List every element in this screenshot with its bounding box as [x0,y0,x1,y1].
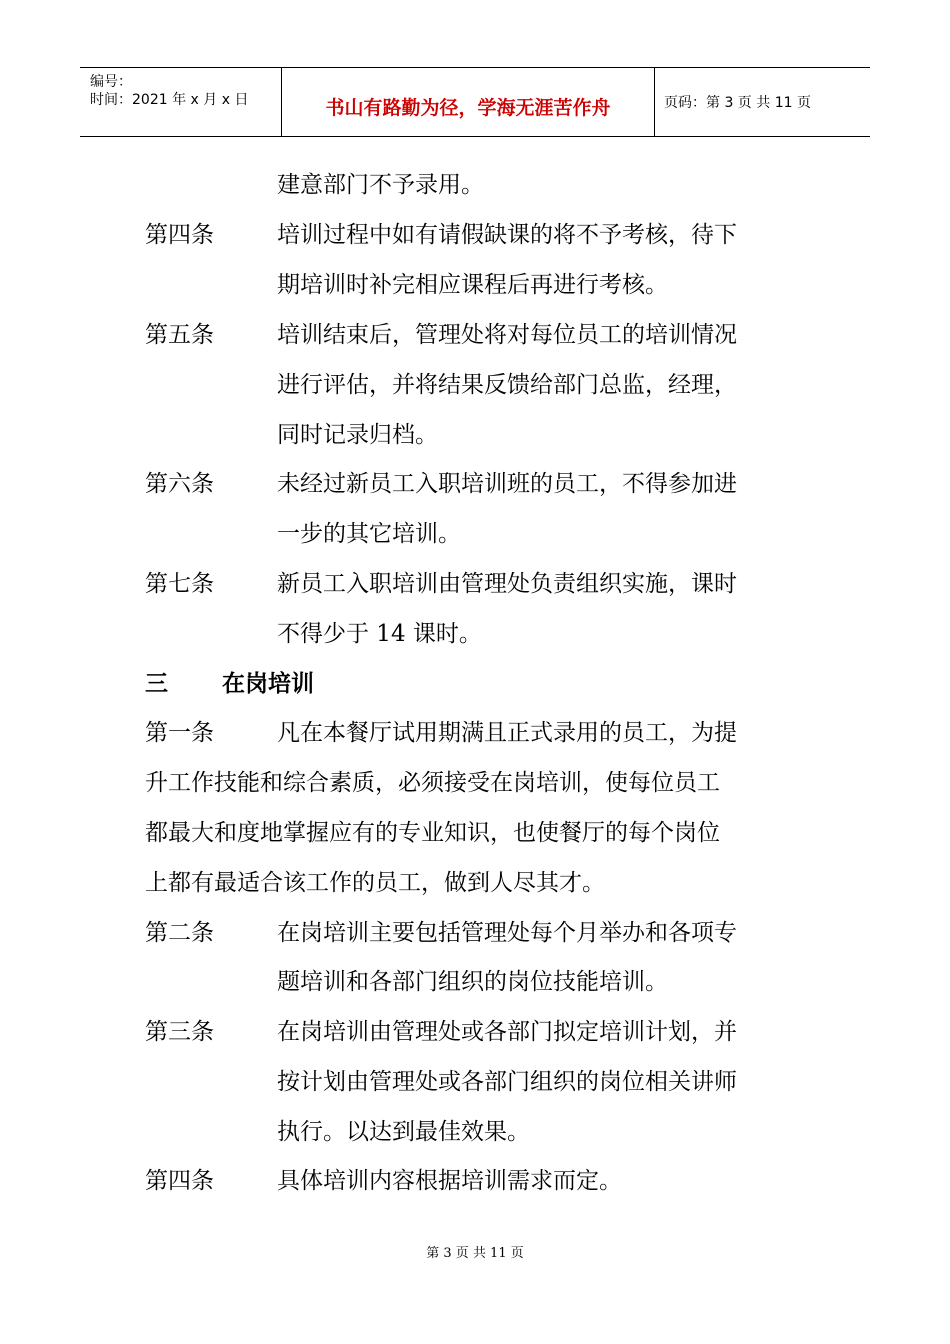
body-line: 一步的其它培训。 [277,521,461,547]
section-number: 三 [145,671,168,697]
page-footer: 第 3 页 共 11 页 [426,1246,524,1261]
document-number-label: 编号： [90,74,132,90]
article-label: 第七条 [145,571,214,597]
section-title: 在岗培训 [222,671,314,697]
body-line: 培训过程中如有请假缺课的将不予考核，待下 [277,222,737,248]
article-label: 第六条 [145,471,214,497]
article-label: 第一条 [145,720,214,746]
body-line: 培训结束后，管理处将对每位员工的培训情况 [277,322,737,348]
body-line: 上都有最适合该工作的员工，做到人尽其才。 [145,870,605,896]
body-line: 都最大和度地掌握应有的专业知识，也使餐厅的每个岗位 [145,820,720,846]
body-line: 新员工入职培训由管理处负责组织实施，课时 [277,571,737,597]
body-line: 凡在本餐厅试用期满且正式录用的员工，为提 [277,720,737,746]
body-line: 在岗培训由管理处或各部门拟定培训计划，并 [277,1019,737,1045]
header-right-cell [655,68,870,136]
body-line: 按计划由管理处或各部门组织的岗位相关讲师 [277,1069,737,1095]
article-label: 第四条 [145,222,214,248]
header-left-cell [80,68,280,136]
header-motto: 书山有路勤为径，学海无涯苦作舟 [325,97,611,119]
document-header [80,67,870,137]
body-line: 执行。以达到最佳效果。 [277,1119,530,1145]
document-date-label: 时间：2021 年 x 月 x 日 [90,92,249,108]
article-label: 第三条 [145,1019,214,1045]
header-page-number: 页码：第 3 页 共 11 页 [664,95,811,111]
body-line: 具体培训内容根据培训需求而定。 [277,1168,622,1194]
body-line: 建意部门不予录用。 [277,172,484,198]
body-line: 不得少于 14 课时。 [277,621,482,647]
article-label: 第二条 [145,920,214,946]
body-line: 升工作技能和综合素质，必须接受在岗培训，使每位员工 [145,770,720,796]
body-line: 进行评估，并将结果反馈给部门总监，经理， [277,372,737,398]
article-label: 第五条 [145,322,214,348]
body-line: 在岗培训主要包括管理处每个月举办和各项专 [277,920,737,946]
header-middle-cell [281,68,655,136]
body-line: 期培训时补完相应课程后再进行考核。 [277,272,668,298]
body-line: 未经过新员工入职培训班的员工，不得参加进 [277,471,737,497]
body-line: 同时记录归档。 [277,422,438,448]
article-label: 第四条 [145,1168,214,1194]
body-line: 题培训和各部门组织的岗位技能培训。 [277,969,668,995]
